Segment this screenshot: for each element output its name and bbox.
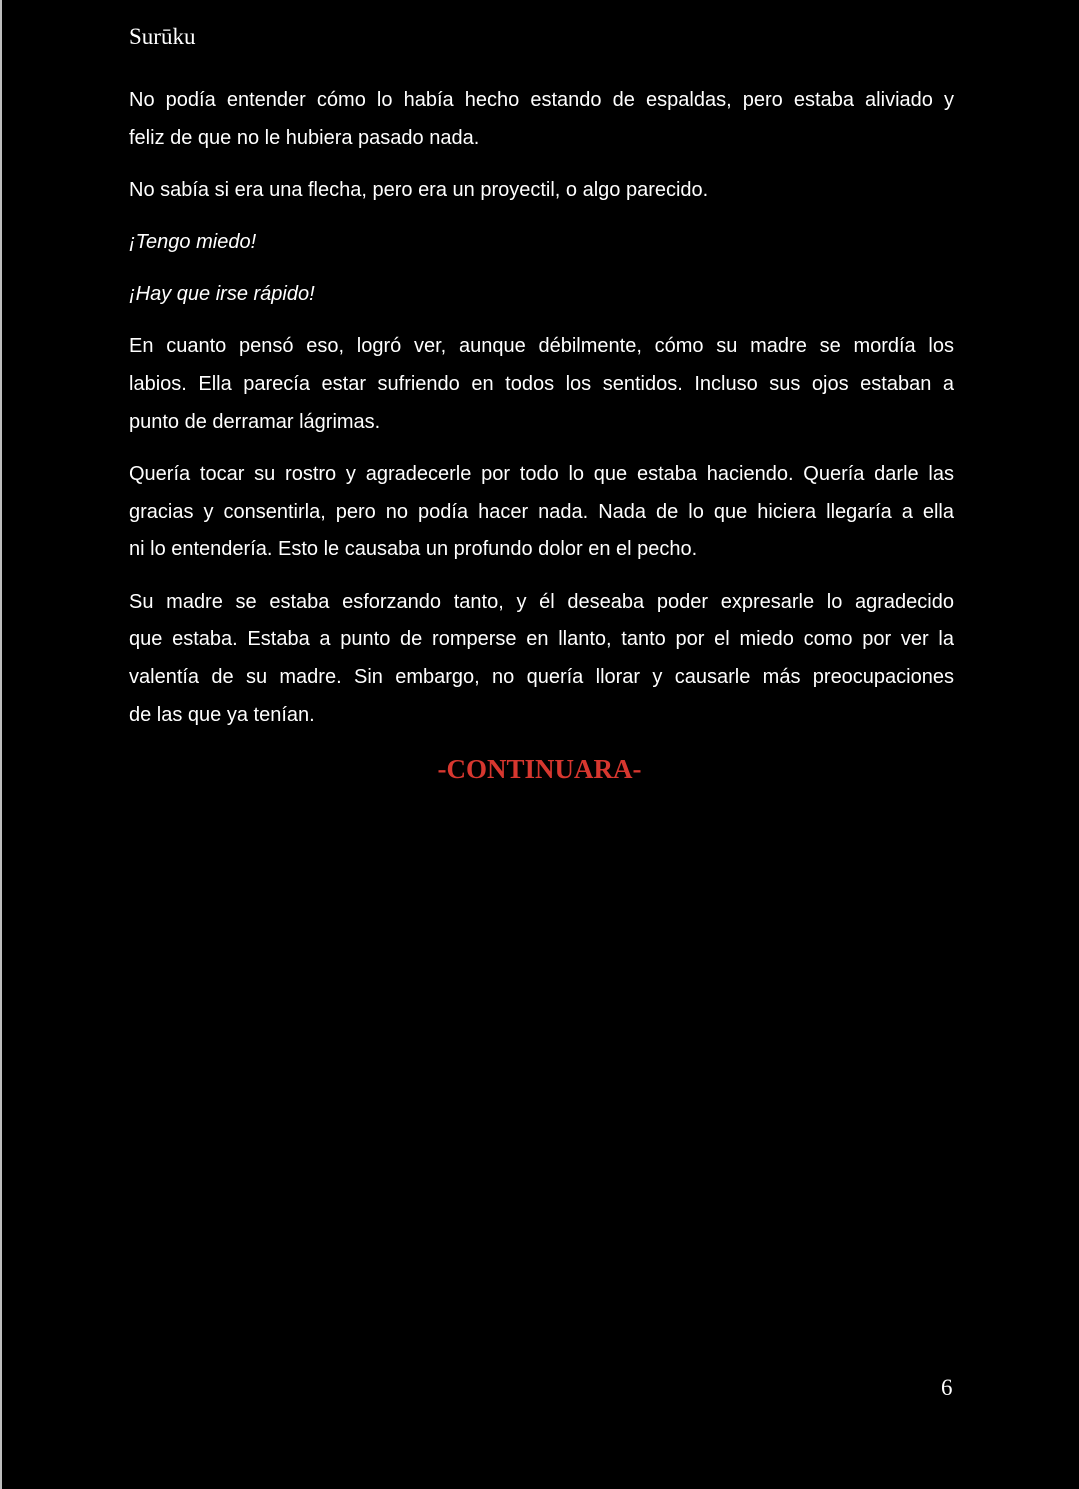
text-line: gracias y consentirla, pero no podía hacer nada. Nada de lo que hiciera llegaría a ella <box>129 500 954 523</box>
text-line: feliz de que no le hubiera pasado nada. <box>129 126 480 149</box>
paragraph <box>129 82 954 157</box>
text-line: ¡Hay que irse rápido! <box>129 283 315 306</box>
paragraph <box>129 584 954 735</box>
body-text <box>129 82 954 749</box>
text-line: de las que ya tenían. <box>129 703 315 726</box>
text-line: que estaba. Estaba a punto de romperse en llanto, tanto por el miedo como por ver la <box>129 628 954 651</box>
page-edge <box>0 0 2 1489</box>
paragraph <box>129 276 954 314</box>
text-line: En cuanto pensó eso, logró ver, aunque débilmente, cómo su madre se mordía los <box>129 335 954 358</box>
text-line: No sabía si era una flecha, pero era un proyectil, o algo parecido. <box>129 178 709 201</box>
page-number: 6 <box>941 1375 953 1400</box>
text-line: Su madre se estaba esforzando tanto, y él deseaba poder expresarle lo agradecido <box>129 590 954 613</box>
paragraph <box>129 172 954 210</box>
text-line: Quería tocar su rostro y agradecerle por todo lo que estaba haciendo. Quería darle las <box>129 463 954 485</box>
text-line: No podía entender cómo lo había hecho estando de espaldas, pero estaba aliviado y <box>129 89 954 111</box>
text-line: ¡Tengo miedo! <box>129 231 257 254</box>
paragraph <box>129 456 954 569</box>
paragraph <box>129 328 954 441</box>
text-line: labios. Ella parecía estar sufriendo en todos los sentidos. Incluso sus ojos estaban a <box>129 373 954 396</box>
text-line: valentía de su madre. Sin embargo, no quería llorar y causarle más preocupaciones <box>129 665 954 688</box>
paragraph <box>129 224 954 262</box>
continuation-label: -CONTINUARA- <box>437 754 642 784</box>
running-header: Surūku <box>129 24 196 49</box>
text-line: punto de derramar lágrimas. <box>129 410 381 433</box>
text-line: ni lo entendería. Esto le causaba un profundo dolor en el pecho. <box>129 538 698 561</box>
